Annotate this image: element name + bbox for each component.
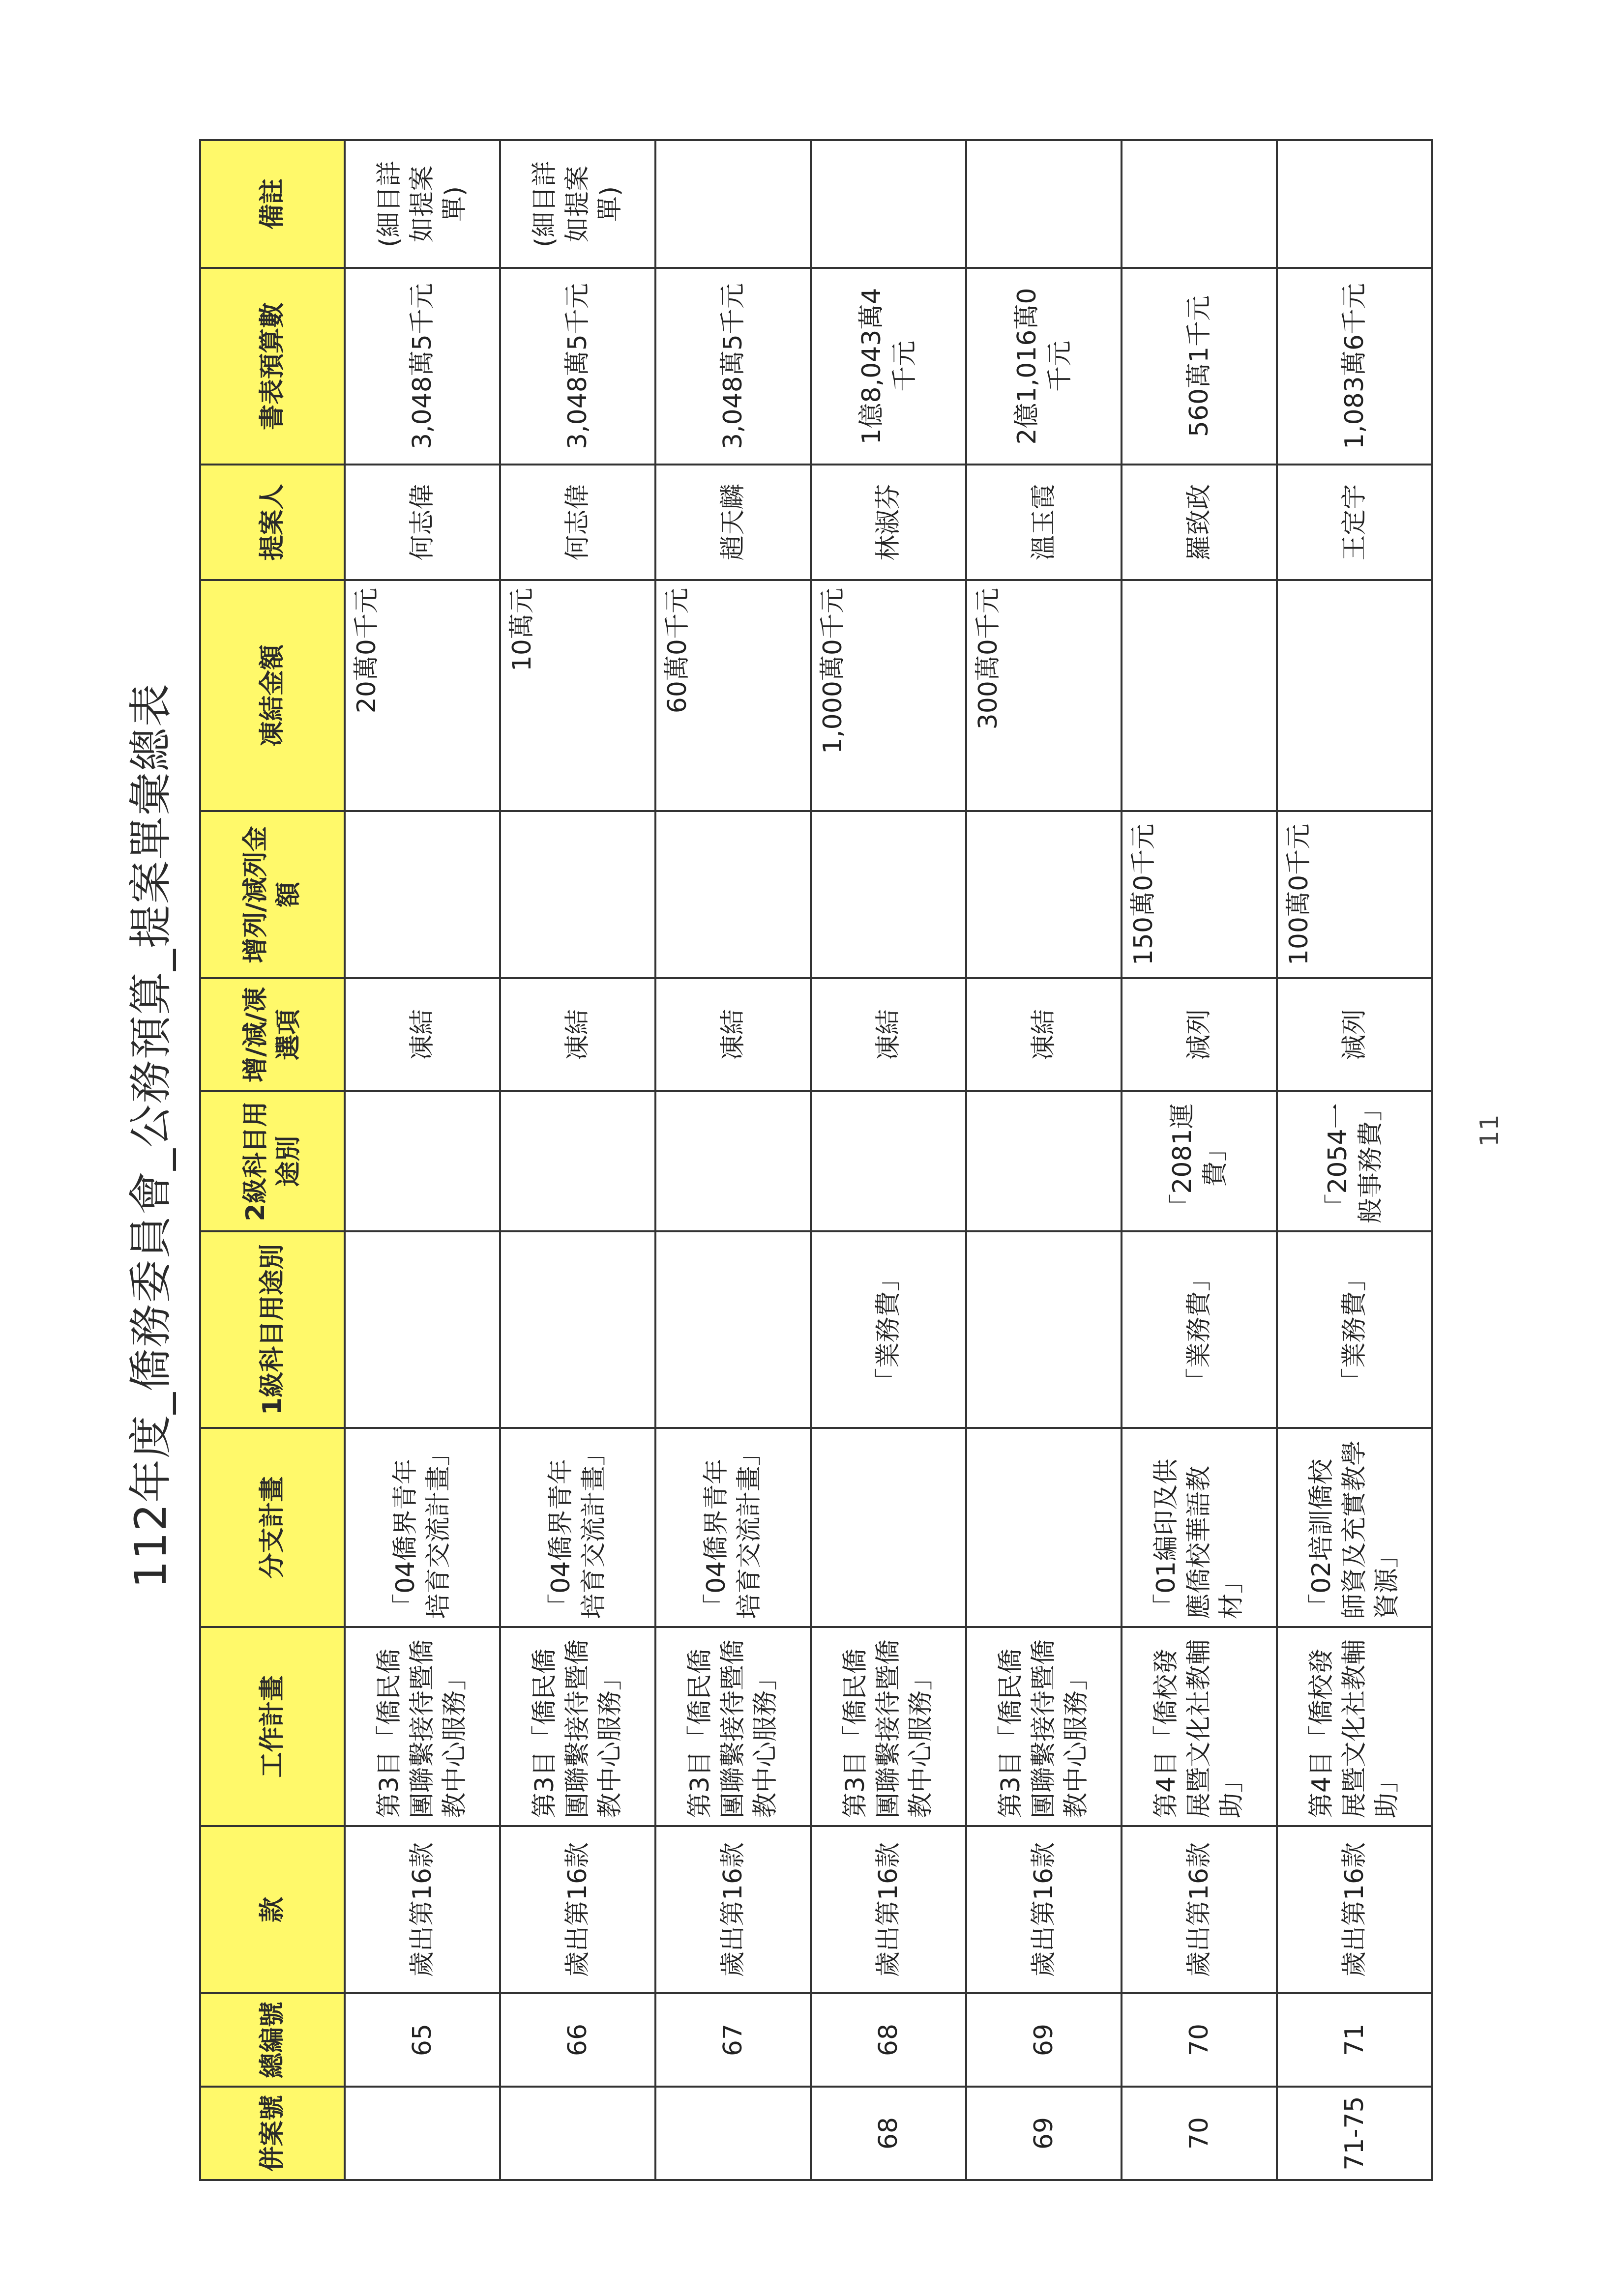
cell-freeze-amount: 60萬0千元: [655, 580, 811, 811]
header-freeze-amount: 凍結金額: [200, 580, 345, 811]
cell-proposer: 何志偉: [345, 465, 500, 580]
cell-total-no: 66: [500, 1993, 655, 2087]
cell-level2: [500, 1091, 655, 1231]
cell-work-plan: 第3目「僑民僑團聯繫接待暨僑教中心服務」: [500, 1627, 655, 1826]
cell-budget: 1億8,043萬4千元: [811, 268, 966, 465]
cell-proposer: 林淑芬: [811, 465, 966, 580]
table-row: [811, 140, 966, 2180]
cell-freeze-amount: 10萬元: [500, 580, 655, 811]
cell-sub-plan: 「04僑界青年培育交流計畫」: [345, 1428, 500, 1627]
cell-remarks: [811, 140, 966, 268]
cell-total-no: 69: [966, 1993, 1122, 2087]
table-row: [1122, 140, 1277, 2180]
cell-budget: 3,048萬5千元: [655, 268, 811, 465]
cell-freeze-amount: 20萬0千元: [345, 580, 500, 811]
cell-remarks: [655, 140, 811, 268]
cell-sub-plan: [811, 1428, 966, 1627]
cell-proposer: 趙天麟: [655, 465, 811, 580]
cell-remarks: (細目詳如提案單): [500, 140, 655, 268]
cell-level1: [655, 1231, 811, 1428]
cell-budget: 560萬1千元: [1122, 268, 1277, 465]
cell-adjust-amount: [966, 811, 1122, 978]
cell-work-plan: 第4目「僑校發展暨文化社教輔助」: [1122, 1627, 1277, 1826]
cell-merge-no: 71-75: [1277, 2087, 1432, 2180]
cell-budget: 3,048萬5千元: [500, 268, 655, 465]
cell-adjust-amount: 100萬0千元: [1277, 811, 1432, 978]
cell-adjust-amount: 150萬0千元: [1122, 811, 1277, 978]
cell-merge-no: [345, 2087, 500, 2180]
cell-proposer: 何志偉: [500, 465, 655, 580]
header-sub-plan: 分支計畫: [200, 1428, 345, 1627]
header-work-plan: 工作計畫: [200, 1627, 345, 1826]
cell-sub-plan: 「04僑界青年培育交流計畫」: [500, 1428, 655, 1627]
cell-remarks: (細目詳如提案單): [345, 140, 500, 268]
cell-budget: 1,083萬6千元: [1277, 268, 1432, 465]
cell-sub-plan: [966, 1428, 1122, 1627]
cell-work-plan: 第3目「僑民僑團聯繫接待暨僑教中心服務」: [811, 1627, 966, 1826]
cell-work-plan: 第4目「僑校發展暨文化社教輔助」: [1277, 1627, 1432, 1826]
page-number: 11: [1475, 1114, 1505, 1147]
cell-sub-plan: 「02培訓僑校師資及充實教學資源」: [1277, 1428, 1432, 1627]
cell-freeze-amount: 1,000萬0千元: [811, 580, 966, 811]
header-budget: 書表預算數: [200, 268, 345, 465]
cell-level1: 「業務費」: [1277, 1231, 1432, 1428]
cell-remarks: [1277, 140, 1432, 268]
cell-option: 凍結: [500, 978, 655, 1091]
cell-level2: [655, 1091, 811, 1231]
cell-freeze-amount: 300萬0千元: [966, 580, 1122, 811]
cell-total-no: 65: [345, 1993, 500, 2087]
table-rotator: [199, 139, 1433, 2181]
cell-merge-no: [500, 2087, 655, 2180]
cell-level2: 「2081運費」: [1122, 1091, 1277, 1231]
cell-item: 歲出第16款: [345, 1826, 500, 1993]
table-row: [1277, 140, 1432, 2180]
cell-remarks: [966, 140, 1122, 268]
cell-item: 歲出第16款: [811, 1826, 966, 1993]
cell-proposer: 羅致政: [1122, 465, 1277, 580]
cell-total-no: 70: [1122, 1993, 1277, 2087]
header-proposer: 提案人: [200, 465, 345, 580]
cell-merge-no: 69: [966, 2087, 1122, 2180]
cell-merge-no: [655, 2087, 811, 2180]
cell-level2: 「2054一般事務費」: [1277, 1091, 1432, 1231]
cell-sub-plan: 「04僑界青年培育交流計畫」: [655, 1428, 811, 1627]
cell-option: 減列: [1277, 978, 1432, 1091]
cell-freeze-amount: [1277, 580, 1432, 811]
header-row: [200, 140, 345, 2180]
cell-item: 歲出第16款: [1122, 1826, 1277, 1993]
cell-item: 歲出第16款: [655, 1826, 811, 1993]
header-merge-no: 併案號: [200, 2087, 345, 2180]
cell-option: 凍結: [655, 978, 811, 1091]
cell-adjust-amount: [811, 811, 966, 978]
table-row: [345, 140, 500, 2180]
header-total-no: 總編號: [200, 1993, 345, 2087]
page-title: 112年度_僑務委員會_公務預算_提案單彙總表: [125, 683, 176, 1588]
cell-adjust-amount: [500, 811, 655, 978]
cell-total-no: 67: [655, 1993, 811, 2087]
cell-level1: 「業務費」: [811, 1231, 966, 1428]
cell-adjust-amount: [655, 811, 811, 978]
header-adjust-amount: 增列/減列金額: [200, 811, 345, 978]
cell-option: 減列: [1122, 978, 1277, 1091]
cell-freeze-amount: [1122, 580, 1277, 811]
cell-option: 凍結: [811, 978, 966, 1091]
cell-option: 凍結: [966, 978, 1122, 1091]
cell-work-plan: 第3目「僑民僑團聯繫接待暨僑教中心服務」: [966, 1627, 1122, 1826]
cell-adjust-amount: [345, 811, 500, 978]
proposal-summary-table: [199, 139, 1433, 2181]
cell-work-plan: 第3目「僑民僑團聯繫接待暨僑教中心服務」: [345, 1627, 500, 1826]
cell-sub-plan: 「01編印及供應僑校華語教材」: [1122, 1428, 1277, 1627]
header-level2: 2級科目用途別: [200, 1091, 345, 1231]
cell-merge-no: 68: [811, 2087, 966, 2180]
cell-level1: [500, 1231, 655, 1428]
cell-item: 歲出第16款: [500, 1826, 655, 1993]
cell-level2: [345, 1091, 500, 1231]
cell-remarks: [1122, 140, 1277, 268]
cell-proposer: 溫玉霞: [966, 465, 1122, 580]
cell-total-no: 71: [1277, 1993, 1432, 2087]
cell-level1: [966, 1231, 1122, 1428]
cell-level1: [345, 1231, 500, 1428]
cell-level2: [966, 1091, 1122, 1231]
cell-total-no: 68: [811, 1993, 966, 2087]
header-option: 增/減/凍選項: [200, 978, 345, 1091]
table-row: [966, 140, 1122, 2180]
cell-item: 歲出第16款: [966, 1826, 1122, 1993]
table-row: [655, 140, 811, 2180]
header-item: 款: [200, 1826, 345, 1993]
table-row: [500, 140, 655, 2180]
cell-option: 凍結: [345, 978, 500, 1091]
cell-item: 歲出第16款: [1277, 1826, 1432, 1993]
cell-work-plan: 第3目「僑民僑團聯繫接待暨僑教中心服務」: [655, 1627, 811, 1826]
cell-level1: 「業務費」: [1122, 1231, 1277, 1428]
header-remarks: 備註: [200, 140, 345, 268]
cell-budget: 3,048萬5千元: [345, 268, 500, 465]
cell-merge-no: 70: [1122, 2087, 1277, 2180]
cell-budget: 2億1,016萬0千元: [966, 268, 1122, 465]
cell-level2: [811, 1091, 966, 1231]
header-level1: 1級科目用途別: [200, 1231, 345, 1428]
cell-proposer: 王定宇: [1277, 465, 1432, 580]
